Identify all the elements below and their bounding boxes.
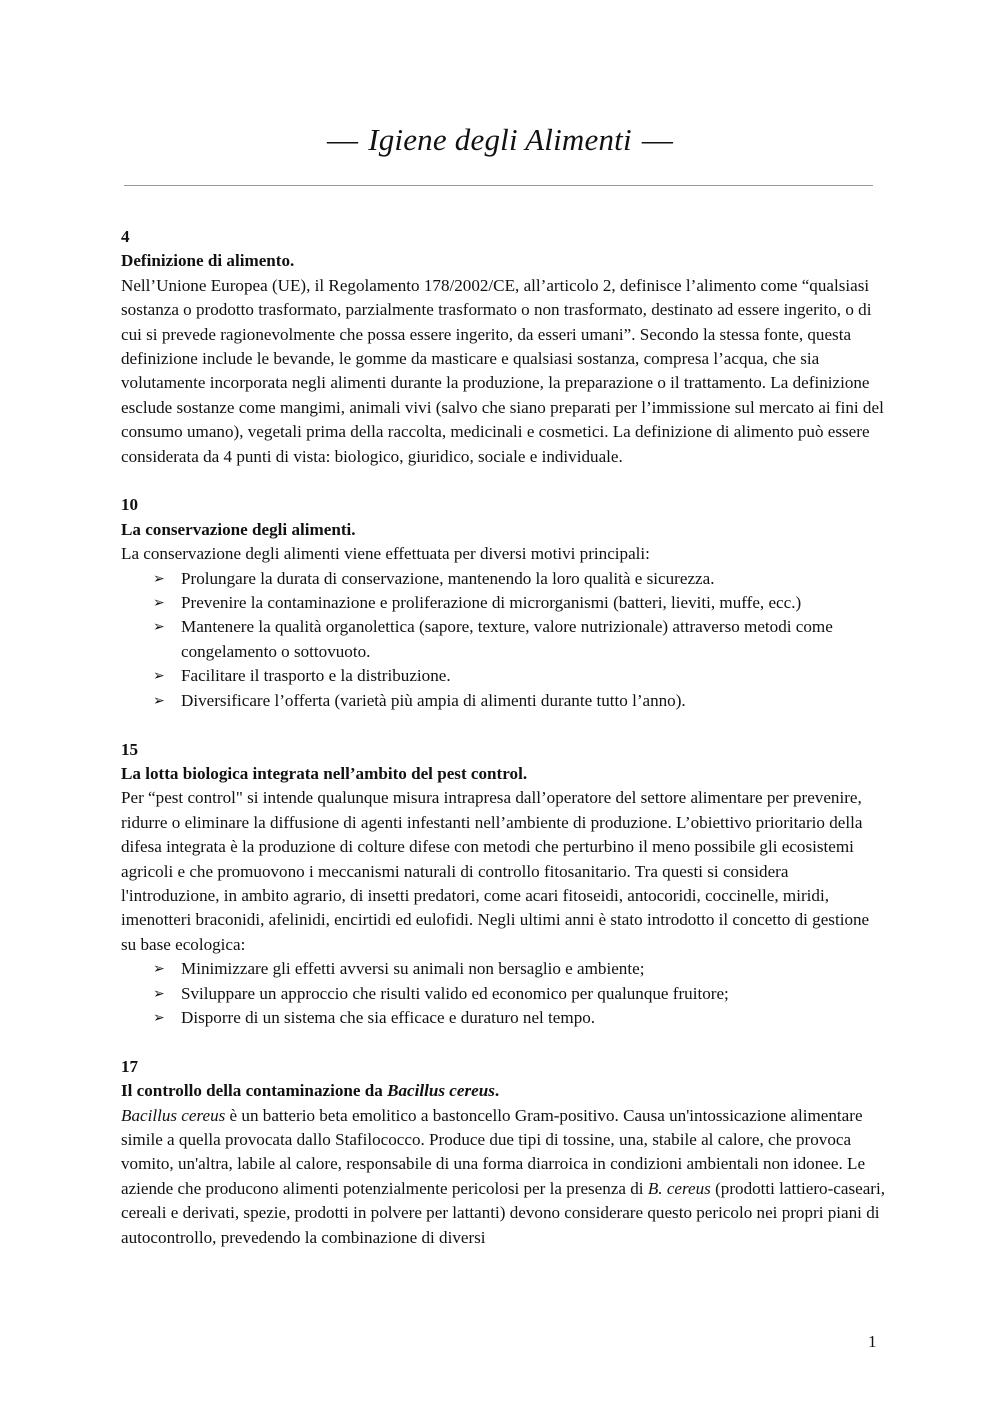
list-item-text: Prolungare la durata di conservazione, mantenendo la loro qualità e sicurezza.: [181, 568, 715, 588]
list-item: [121, 615, 886, 664]
section-number: 10: [121, 495, 139, 515]
list-item: [121, 1006, 886, 1030]
section-10: [121, 493, 886, 713]
section-intro: La conservazione degli alimenti viene effettuata per diversi motivi principali:: [121, 544, 650, 564]
list-item-text: Prevenire la contaminazione e proliferazione di microrganismi (batteri, lieviti, muffe, ecc.): [181, 593, 802, 613]
page-number: 1: [868, 1332, 877, 1351]
section-number: 4: [121, 227, 130, 246]
list-item: [121, 982, 886, 1006]
list-item-text: Mantenere la qualità organolettica (sapore, texture, valore nutrizionale) attraverso metodi come congelamento o sottovuoto.: [181, 617, 833, 661]
species-name: Bacillus cereus: [121, 1105, 226, 1125]
section-number: 15: [121, 739, 139, 759]
arrowhead-bullet-icon: ➢: [153, 1009, 165, 1026]
list-item: [121, 567, 886, 591]
section-title-suffix: .: [494, 1081, 500, 1101]
section-4: [121, 225, 886, 469]
bullet-list: [121, 957, 886, 1030]
page-title: [0, 118, 1000, 162]
bullet-list: [121, 567, 886, 713]
species-abbrev: B. cereus: [647, 1178, 711, 1198]
list-item: [121, 591, 886, 615]
document-body: [121, 225, 886, 1250]
list-item-text: Sviluppare un approccio che risulti valido ed economico per qualunque fruitore;: [181, 983, 729, 1003]
arrowhead-bullet-icon: ➢: [153, 961, 165, 978]
list-item: [121, 664, 886, 688]
section-title: La conservazione degli alimenti.: [121, 519, 356, 539]
section-17: [121, 1055, 886, 1250]
paragraph-text: (prodotti lattiero-caseari, cereali e derivati, spezie, prodotti in polvere per lattanti) devono considerare questo pericolo nei propri piani di autocontrollo, prevedendo la combinazione di diversi: [121, 1178, 885, 1247]
arrowhead-bullet-icon: ➢: [153, 692, 165, 709]
section-title-prefix: Il controllo della contaminazione da: [121, 1081, 388, 1101]
section-title: La lotta biologica integrata nell’ambito del pest control.: [121, 763, 528, 783]
section-number: 17: [121, 1056, 139, 1076]
arrowhead-bullet-icon: ➢: [153, 985, 165, 1002]
section-title-italic: Bacillus cereus: [387, 1081, 495, 1101]
arrowhead-bullet-icon: ➢: [153, 595, 165, 612]
section-15: [121, 738, 886, 1031]
title-dash-right: —: [641, 122, 674, 157]
list-item: [121, 689, 886, 713]
title-divider: [124, 185, 873, 186]
section-paragraph: Nell’Unione Europea (UE), il Regolamento 178/2002/CE, all’articolo 2, definisce l’alimento come “qualsiasi sostanza o prodotto trasformato, parzialmente trasformato o non trasformato, destinato ad essere ingerito, o di cui si prevede ragionevolmente che possa essere ingerito, da esseri umani”. Secondo la stessa fonte, questa definizione include le bevande, le gomme da masticare e qualsiasi sostanza, compresa l’acqua, che sia volutamente incorporata negli alimenti durante la produzione, la preparazione o il trattamento. La definizione esclude sostanze come mangimi, animali vivi (salvo che siano preparati per l’immissione sul mercato ai fini del consumo umano), vegetali prima della raccolta, medicinali e cosmetici. La definizione di alimento può essere considerata da 4 punti di vista: biologico, giuridico, sociale e individuale.: [121, 275, 884, 466]
list-item-text: Diversificare l’offerta (varietà più ampia di alimenti durante tutto l’anno).: [181, 690, 686, 710]
list-item-text: Facilitare il trasporto e la distribuzione.: [181, 666, 451, 686]
paragraph-text: è un batterio beta emolitico a bastoncello Gram-positivo. Causa un'intossicazione alimentare simile a quella provocata dallo Stafilococco. Produce due tipi di tossine, una, stabile al calore, che provoca vomito, un'altra, labile al calore, responsabile di una forma diarroica in condizioni ambientali non idonee. Le aziende che producono alimenti potenzialmente pericolosi per la presenza di: [121, 1105, 866, 1198]
arrowhead-bullet-icon: ➢: [153, 668, 165, 685]
section-title: [121, 1079, 886, 1103]
arrowhead-bullet-icon: ➢: [153, 619, 165, 636]
title-dash-left: —: [326, 122, 359, 157]
list-item: [121, 957, 886, 981]
list-item-text: Disporre di un sistema che sia efficace e duraturo nel tempo.: [181, 1007, 596, 1027]
page-title-text: Igiene degli Alimenti: [368, 122, 632, 157]
section-paragraph: [121, 1104, 886, 1250]
section-paragraph: Per “pest control" si intende qualunque misura intrapresa dall’operatore del settore alimentare per prevenire, ridurre o eliminare la diffusione di agenti infestanti nell’ambiente di produzione. L’obiettivo prioritario della difesa integrata è la produzione di colture difese con metodi che perturbino il meno possibile gli ecosistemi agricoli e che promuovono i meccanismi naturali di controllo fitosanitario. Tra questi si considera l'introduzione, in ambito agrario, di insetti predatori, come acari fitoseidi, antocoridi, coccinelle, miridi, imenotteri braconidi, afelinidi, encirtidi ed eulofidi. Negli ultimi anni è stato introdotto il concetto di gestione su base ecologica:: [121, 788, 870, 954]
arrowhead-bullet-icon: ➢: [153, 570, 165, 587]
list-item-text: Minimizzare gli effetti avversi su animali non bersaglio e ambiente;: [181, 959, 645, 979]
section-title: Definizione di alimento.: [121, 251, 295, 271]
